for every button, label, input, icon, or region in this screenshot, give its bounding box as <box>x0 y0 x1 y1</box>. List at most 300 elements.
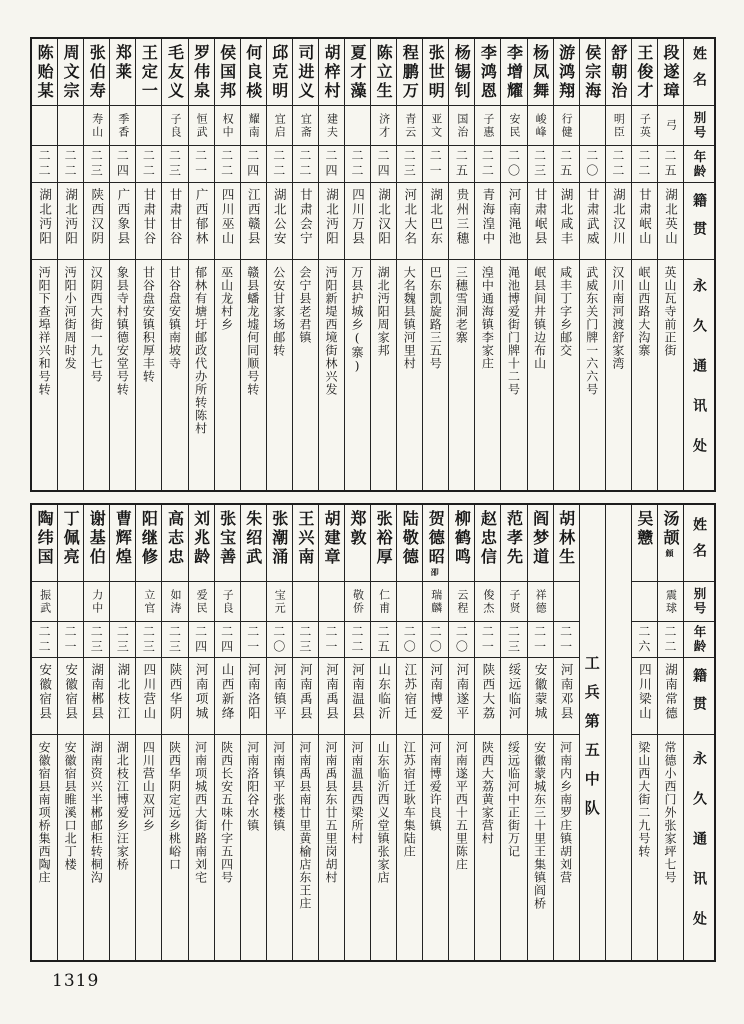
person-column <box>83 505 109 960</box>
address-cell: 陕西大荔黄家营村 <box>480 741 495 845</box>
name-cell <box>215 39 240 106</box>
person-column <box>318 39 344 490</box>
native-cell: 四川营山 <box>136 658 161 735</box>
alias-cell: 祥德 <box>528 582 553 622</box>
person-name: 陶纬国 <box>35 510 55 567</box>
native-cell: 河南邓县 <box>554 658 579 735</box>
person-name: 程鹏万 <box>400 44 420 101</box>
person-name: 张潮涌 <box>269 510 289 567</box>
age-cell: 二五 <box>449 146 474 183</box>
native-cell: 甘肃岷山 <box>632 183 657 260</box>
person-column <box>161 39 187 490</box>
person-column <box>474 39 500 490</box>
person-column <box>631 505 657 960</box>
age-cell: 二〇 <box>580 146 605 183</box>
address-cell: 河南镇平张楼镇 <box>271 741 286 832</box>
alias-cell: 寿山 <box>84 106 109 146</box>
native-cell: 甘肃岷县 <box>528 183 553 260</box>
name-cell <box>345 39 370 106</box>
person-name: 陈贻某 <box>35 44 55 101</box>
address-cell: 山东临沂西义堂镇张家店 <box>376 741 391 884</box>
address-cell: 巴东凯旋路三五号 <box>428 266 443 370</box>
alias-cell: 青云 <box>397 106 422 146</box>
alias-cell: 季香 <box>110 106 135 146</box>
address-cell: 咸丰丁字乡邮交 <box>558 266 573 357</box>
person-name: 胡建章 <box>321 510 341 567</box>
name-cell <box>136 39 161 106</box>
person-column <box>396 505 422 960</box>
person-column <box>57 505 83 960</box>
person-name: 王定一 <box>139 44 159 101</box>
person-name: 段遂璋 <box>660 44 680 101</box>
age-cell: 二三 <box>84 146 109 183</box>
name-cell <box>501 39 526 106</box>
native-cell: 湖南常德 <box>658 658 683 735</box>
alias-cell: 瑞麟 <box>423 582 448 622</box>
person-name: 陆敬德 <box>400 510 420 567</box>
header-label-native: 籍贯 <box>684 658 714 735</box>
age-cell: 二四 <box>241 146 266 183</box>
age-cell: 二二 <box>32 622 57 658</box>
person-column <box>32 39 57 490</box>
alias-cell: 爱民 <box>189 582 214 622</box>
address-cell: 绥远临河中正街万记 <box>506 741 521 858</box>
person-name: 范孝先 <box>504 510 524 567</box>
person-column <box>240 505 266 960</box>
age-cell: 二〇 <box>449 622 474 658</box>
native-cell: 河南镇平 <box>267 658 292 735</box>
name-cell <box>189 505 214 582</box>
native-cell: 贵州三穗 <box>449 183 474 260</box>
person-name: 胡梓村 <box>321 44 341 101</box>
alias-cell <box>632 582 657 622</box>
alias-cell <box>554 582 579 622</box>
person-name: 吴戆 <box>634 510 654 548</box>
person-name: 司进义 <box>295 44 315 101</box>
alias-cell <box>32 106 57 146</box>
person-name: 赵忠信 <box>478 510 498 567</box>
name-cell <box>554 505 579 582</box>
person-column <box>344 39 370 490</box>
person-name: 汤颉 <box>660 510 680 548</box>
name-cell <box>475 505 500 582</box>
age-cell: 二三 <box>162 146 187 183</box>
native-cell: 湖北沔阳 <box>319 183 344 260</box>
native-cell: 甘肃甘谷 <box>162 183 187 260</box>
address-cell: 湟中通海镇李家庄 <box>480 266 495 370</box>
age-cell: 二四 <box>319 146 344 183</box>
name-cell <box>293 505 318 582</box>
roster-table-bottom <box>30 503 716 962</box>
person-column <box>214 505 240 960</box>
person-name: 夏才藻 <box>348 44 368 101</box>
native-cell: 湖北汉阳 <box>371 183 396 260</box>
address-cell: 公安甘家场邮转 <box>271 266 286 357</box>
age-cell: 二〇 <box>501 146 526 183</box>
name-cell <box>84 505 109 582</box>
name-cell <box>449 39 474 106</box>
native-cell: 广西郁林 <box>189 183 214 260</box>
person-column <box>266 39 292 490</box>
address-cell: 汉川南河渡舒家湾 <box>610 266 625 370</box>
address-cell: 河南项城西大街路南刘宅 <box>193 741 208 884</box>
address-cell: 郁林有塘圩邮政代办所转陈村 <box>193 266 208 435</box>
person-name: 张世明 <box>426 44 446 101</box>
person-name: 张裕厚 <box>374 510 394 567</box>
person-column <box>292 505 318 960</box>
age-cell: 二五 <box>658 146 683 183</box>
person-column <box>605 39 631 490</box>
address-cell: 陕西长安五味什字五四号 <box>219 741 234 884</box>
name-cell <box>319 505 344 582</box>
alias-cell: 宜斋 <box>293 106 318 146</box>
person-column <box>318 505 344 960</box>
alias-cell: 宝元 <box>267 582 292 622</box>
person-column <box>32 505 57 960</box>
roster-table-top <box>30 37 716 492</box>
age-cell: 二二 <box>293 146 318 183</box>
alias-cell: 耀南 <box>241 106 266 146</box>
age-cell: 二二 <box>345 622 370 658</box>
person-name: 张伯寿 <box>87 44 107 101</box>
address-cell: 武威东关门牌一六六号 <box>584 266 599 396</box>
name-cell <box>397 39 422 106</box>
person-column <box>344 505 370 960</box>
alias-cell <box>397 582 422 622</box>
person-name: 周文宗 <box>61 44 81 101</box>
native-cell: 安徽蒙城 <box>528 658 553 735</box>
age-cell: 二二 <box>658 622 683 658</box>
name-cell <box>32 39 57 106</box>
name-annotation: 卲 <box>430 568 441 576</box>
name-cell <box>606 39 631 106</box>
person-name: 毛友义 <box>165 44 185 101</box>
person-name: 曹辉煌 <box>113 510 133 567</box>
empty-cell <box>606 505 631 960</box>
alias-cell <box>345 106 370 146</box>
name-cell <box>58 505 83 582</box>
person-name: 罗伟泉 <box>191 44 211 101</box>
person-name: 舒朝治 <box>608 44 628 101</box>
age-cell: 二三 <box>136 622 161 658</box>
native-cell: 湖北沔阳 <box>32 183 57 260</box>
person-column <box>448 505 474 960</box>
person-column <box>553 39 579 490</box>
age-cell: 二二 <box>32 146 57 183</box>
person-name: 刘兆龄 <box>191 510 211 567</box>
native-cell: 甘肃甘谷 <box>136 183 161 260</box>
alias-cell: 行健 <box>554 106 579 146</box>
native-cell: 绥远临河 <box>501 658 526 735</box>
person-column <box>422 39 448 490</box>
native-cell: 河北大名 <box>397 183 422 260</box>
native-cell: 湖北枝江 <box>110 658 135 735</box>
name-cell <box>371 505 396 582</box>
address-cell: 巫山龙村乡 <box>219 266 234 331</box>
alias-cell: 权中 <box>215 106 240 146</box>
person-name: 贺德昭 <box>426 510 446 567</box>
name-cell <box>58 39 83 106</box>
person-column <box>657 505 683 960</box>
alias-cell: 建夫 <box>319 106 344 146</box>
name-cell <box>371 39 396 106</box>
address-cell: 河南内乡南罗庄镇胡刘营 <box>558 741 573 884</box>
address-cell: 常德小西门外张家坪七号 <box>662 741 677 884</box>
person-column <box>500 505 526 960</box>
person-column <box>527 505 553 960</box>
alias-cell: 振武 <box>32 582 57 622</box>
native-cell: 江苏宿迁 <box>397 658 422 735</box>
alias-cell: 仁甫 <box>371 582 396 622</box>
header-column <box>683 505 714 960</box>
alias-cell: 国治 <box>449 106 474 146</box>
native-cell: 安徽宿县 <box>58 658 83 735</box>
age-cell: 二一 <box>319 622 344 658</box>
native-cell: 河南温县 <box>345 658 370 735</box>
address-cell: 沔阳新堤西境街林兴发 <box>323 266 338 396</box>
address-cell: 河南禹县东廿五里岗胡村 <box>323 741 338 884</box>
native-cell: 河南遂平 <box>449 658 474 735</box>
person-column <box>135 39 161 490</box>
age-cell: 二五 <box>371 622 396 658</box>
name-cell <box>32 505 57 582</box>
native-cell: 安徽宿县 <box>32 658 57 735</box>
person-column <box>266 505 292 960</box>
age-cell: 二三 <box>84 622 109 658</box>
name-cell <box>632 505 657 582</box>
age-cell: 二一 <box>241 622 266 658</box>
age-cell: 二一 <box>475 622 500 658</box>
native-cell: 山东临沂 <box>371 658 396 735</box>
native-cell: 湖北咸丰 <box>554 183 579 260</box>
native-cell: 湖北公安 <box>267 183 292 260</box>
person-name: 郑莱 <box>113 44 133 82</box>
person-column <box>579 39 605 490</box>
name-annotation: 頠 <box>664 549 675 557</box>
person-name: 阳继修 <box>139 510 159 567</box>
age-cell: 二一 <box>58 622 83 658</box>
header-label-address: 永久通讯处 <box>691 278 707 478</box>
native-cell: 陕西华阴 <box>162 658 187 735</box>
alias-cell: 亚文 <box>423 106 448 146</box>
alias-cell: 立官 <box>136 582 161 622</box>
person-column <box>500 39 526 490</box>
person-column <box>188 505 214 960</box>
alias-cell: 子贤 <box>501 582 526 622</box>
name-cell <box>162 505 187 582</box>
native-cell: 山西新绛 <box>215 658 240 735</box>
native-cell: 甘肃会宁 <box>293 183 318 260</box>
alias-cell: 子良 <box>162 106 187 146</box>
alias-cell <box>136 106 161 146</box>
age-cell: 二一 <box>423 146 448 183</box>
person-name: 侯国邦 <box>217 44 237 101</box>
header-label-name: 姓名 <box>684 39 714 106</box>
native-cell: 湖北巴东 <box>423 183 448 260</box>
person-column <box>553 505 579 960</box>
name-cell <box>215 505 240 582</box>
name-cell <box>110 505 135 582</box>
person-column <box>474 505 500 960</box>
age-cell: 二一 <box>554 622 579 658</box>
name-cell <box>658 505 683 582</box>
alias-cell <box>319 582 344 622</box>
address-cell: 沔阳小河街周时发 <box>63 266 78 370</box>
person-column <box>448 39 474 490</box>
native-cell: 河南禹县 <box>293 658 318 735</box>
address-cell: 湖南资兴半郴邮柜转桐沟 <box>89 741 104 884</box>
alias-cell: 力中 <box>84 582 109 622</box>
name-cell <box>528 505 553 582</box>
header-label-name: 姓名 <box>684 505 714 582</box>
age-cell: 二一 <box>189 146 214 183</box>
person-name: 柳鹤鸣 <box>452 510 472 567</box>
name-cell <box>423 505 448 582</box>
person-name: 侯宗海 <box>582 44 602 101</box>
age-cell: 二〇 <box>267 622 292 658</box>
person-name: 阎梦道 <box>530 510 550 567</box>
address-cell: 象县寺村镇德安堂号转 <box>115 266 130 396</box>
alias-cell: 宜启 <box>267 106 292 146</box>
name-cell <box>293 39 318 106</box>
alias-cell: 峻峰 <box>528 106 553 146</box>
person-column <box>370 39 396 490</box>
alias-cell: 震球 <box>658 582 683 622</box>
person-name: 游鸿翔 <box>556 44 576 101</box>
alias-cell <box>580 106 605 146</box>
address-cell: 河南博爱许良镇 <box>428 741 443 832</box>
native-cell: 湖北汉川 <box>606 183 631 260</box>
age-cell: 二〇 <box>423 622 448 658</box>
name-cell <box>658 39 683 106</box>
name-cell <box>241 505 266 582</box>
name-cell <box>345 505 370 582</box>
alias-cell <box>241 582 266 622</box>
age-cell: 二二 <box>632 146 657 183</box>
native-cell: 四川万县 <box>345 183 370 260</box>
person-column <box>527 39 553 490</box>
native-cell: 河南博爱 <box>423 658 448 735</box>
address-cell: 陕西华阴定远乡桃峪口 <box>167 741 182 871</box>
name-cell <box>580 39 605 106</box>
unit-label: 工兵第五中队 <box>582 655 601 829</box>
age-cell: 二一 <box>528 622 553 658</box>
person-name: 郑敦 <box>348 510 368 548</box>
alias-cell: 子惠 <box>475 106 500 146</box>
person-name: 陈立生 <box>374 44 394 101</box>
alias-cell <box>110 582 135 622</box>
person-column <box>57 39 83 490</box>
person-name: 张宝善 <box>217 510 237 567</box>
person-column <box>631 39 657 490</box>
age-cell: 二三 <box>528 146 553 183</box>
age-cell: 二二 <box>58 146 83 183</box>
name-cell <box>554 39 579 106</box>
person-column <box>109 39 135 490</box>
age-cell: 二二 <box>136 146 161 183</box>
person-column <box>188 39 214 490</box>
address-cell: 岷县间井镇边布山 <box>532 266 547 370</box>
address-cell: 英山瓦寺前正街 <box>662 266 677 357</box>
native-cell: 河南项城 <box>189 658 214 735</box>
address-cell: 安徽宿县南项桥集西陶庄 <box>37 741 52 884</box>
header-label-age: 年龄 <box>684 146 714 183</box>
person-name: 高志忠 <box>165 510 185 567</box>
age-cell: 二六 <box>632 622 657 658</box>
age-cell: 二四 <box>371 146 396 183</box>
name-cell <box>528 39 553 106</box>
alias-cell: 子英 <box>632 106 657 146</box>
age-cell: 二四 <box>189 622 214 658</box>
native-cell: 湖南郴县 <box>84 658 109 735</box>
person-name: 谢基伯 <box>87 510 107 567</box>
age-cell: 二三 <box>397 146 422 183</box>
native-cell: 青海湟中 <box>475 183 500 260</box>
native-cell: 河南禹县 <box>319 658 344 735</box>
name-cell <box>475 39 500 106</box>
name-cell <box>449 505 474 582</box>
age-cell: 二三 <box>293 622 318 658</box>
person-column <box>83 39 109 490</box>
person-column <box>109 505 135 960</box>
name-cell <box>241 39 266 106</box>
native-cell: 陕西汉阴 <box>84 183 109 260</box>
age-cell: 二三 <box>501 622 526 658</box>
alias-cell: 敬侨 <box>345 582 370 622</box>
address-cell: 甘谷盘安镇南坡寺 <box>167 266 182 370</box>
person-name: 李鸿恩 <box>478 44 498 101</box>
address-cell: 三穗雪洞老寨 <box>454 266 469 344</box>
header-label-alias: 别号 <box>684 582 714 622</box>
address-cell: 安徽宿县睢溪口北丁楼 <box>63 741 78 871</box>
address-cell: 沔阳下查埠祥兴和号转 <box>37 266 52 396</box>
person-name: 杨锡钊 <box>452 44 472 101</box>
alias-cell: 云程 <box>449 582 474 622</box>
native-cell: 甘肃武威 <box>580 183 605 260</box>
page-number: 1319 <box>52 971 100 991</box>
address-cell: 大名魏县镇河里村 <box>402 266 417 370</box>
age-cell: 二三 <box>162 622 187 658</box>
address-cell: 甘谷盘安镇积厚丰转 <box>141 266 156 383</box>
person-name: 杨凤舞 <box>530 44 550 101</box>
alias-cell: 俊杰 <box>475 582 500 622</box>
address-cell: 会宁县老君镇 <box>297 266 312 344</box>
name-cell <box>162 39 187 106</box>
unit-label-column <box>579 505 605 960</box>
header-label-native: 籍贯 <box>684 183 714 260</box>
age-cell: 二二 <box>267 146 292 183</box>
person-column <box>292 39 318 490</box>
name-cell <box>319 39 344 106</box>
address-cell: 河南遂平西十五里陈庄 <box>454 741 469 871</box>
alias-cell: 子良 <box>215 582 240 622</box>
name-cell <box>267 39 292 106</box>
age-cell: 二五 <box>554 146 579 183</box>
address-cell: 江苏宿迁耿车集陆庄 <box>402 741 417 858</box>
address-cell: 湖北枝江博爱乡汪家桥 <box>115 741 130 871</box>
address-cell: 河南温县西梁所村 <box>350 741 365 845</box>
person-name: 邱克明 <box>269 44 289 101</box>
native-cell: 四川梁山 <box>632 658 657 735</box>
address-cell: 河南禹县南廿里黄榆店东王庄 <box>297 741 312 910</box>
person-column <box>657 39 683 490</box>
spacer-column <box>605 505 631 960</box>
person-name: 丁佩亮 <box>61 510 81 567</box>
person-name: 胡林生 <box>556 510 576 567</box>
person-column <box>214 39 240 490</box>
person-name: 王俊才 <box>634 44 654 101</box>
address-cell: 赣县蟠龙墟何同顺号转 <box>245 266 260 396</box>
